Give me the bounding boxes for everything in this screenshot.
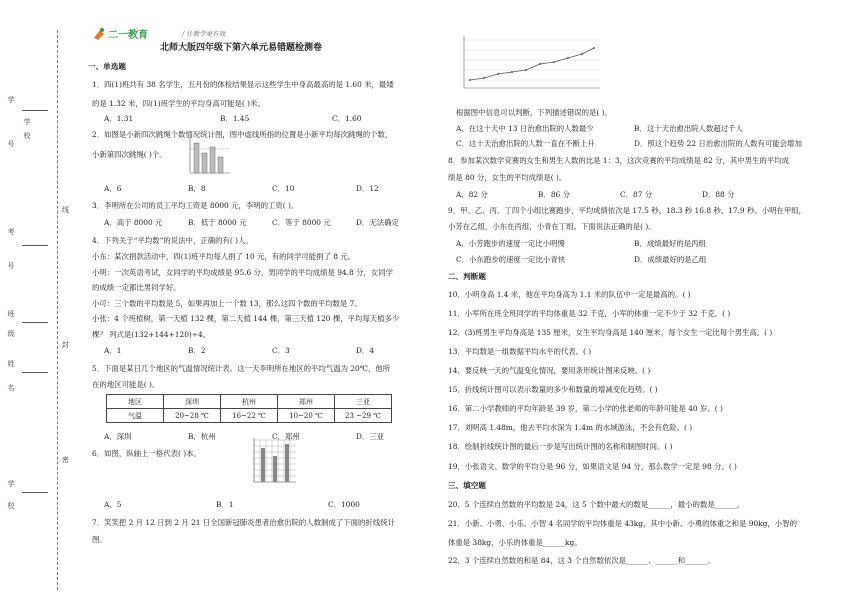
q3-option-d[interactable]: D．无法确定 (356, 218, 399, 227)
table-cell: 地区 (107, 395, 164, 409)
judge-item: 17．刘明高 1.48m，他去平均水深为 1.4m 的水域游泳，不会有危险。( ) (448, 423, 693, 432)
binding-char-mi: 密 (62, 456, 69, 464)
judge-item: 16．第二小学教师的平均年龄是 39 岁，第二小学的张老师的年龄可能是 40 岁。( ) (448, 404, 723, 413)
q4-option-c[interactable]: C．3 (272, 346, 290, 355)
books-bar-chart (250, 434, 298, 490)
table-cell: 20~28 ℃ (164, 409, 221, 423)
q4-option-b[interactable]: B．2 (188, 346, 206, 355)
logo-text: 二一教育 (108, 30, 148, 41)
q4-option-a[interactable]: A．1 (104, 346, 122, 355)
q6-option-b[interactable]: B．1 (216, 500, 234, 509)
section-true-false: 二、判断题 (448, 272, 486, 281)
table-cell: 气温 (107, 409, 164, 423)
q6-line1: 6．如图，纵轴上一格代表( )本。 (92, 449, 201, 458)
binding-char-xian: 线 (62, 206, 69, 214)
q1-option-b[interactable]: B．1.45 (220, 114, 250, 123)
sidebar-label: 级 (7, 330, 15, 337)
q3-option-c[interactable]: C．等于 8000 元 (272, 218, 331, 227)
q4-option-d[interactable]: D．4 (356, 346, 375, 355)
q9-option-c[interactable]: C．小东跑步的速度一定比小青快 (456, 255, 566, 264)
q1-option-a[interactable]: A．1.31 (104, 114, 134, 123)
judge-item: 14．要反映一天的气温变化情况，要用条形统计图来反映。( ) (448, 366, 651, 375)
q8-line2: 绩是 80 分，女生的平均成绩是( )。 (448, 173, 567, 182)
q5-option-c[interactable]: C．郑州 (272, 432, 300, 441)
q2-option-b[interactable]: B．8 (188, 184, 206, 193)
sidebar-label: 名 (7, 384, 15, 391)
q4-line7: 棵？ 列式是(132+144+120)÷4。 (92, 330, 211, 339)
q9-option-d[interactable]: D．成绩最好的是乙组 (634, 255, 707, 264)
q7-line2: 图。 (92, 535, 107, 544)
sidebar-label: 号 (7, 262, 15, 269)
table-cell: 杭州 (221, 395, 278, 409)
table-cell: 深圳 (164, 395, 221, 409)
q4-line1: 4．下列关于“平均数”的说法中，正确的有( )人。 (92, 236, 253, 245)
sidebar-label: 姓 (7, 360, 15, 367)
q5-line2: 在的地区可能是( )。 (92, 380, 160, 389)
q8-option-a[interactable]: A．82 分 (456, 190, 488, 199)
table-row (107, 409, 392, 423)
sidebar-blank (22, 110, 48, 111)
table-cell: 三亚 (335, 395, 392, 409)
fill-item: 21．小新、小勇、小乐、小智 4 名同学的平均体重是 43kg，其中小新、小勇的体重之和是 90kg，小智的 (448, 519, 797, 528)
q7-question: 根据图中信息可以判断，下列描述错误的是( )。 (456, 108, 612, 117)
judge-item: 13．平均数是一组数据平均水平的代表。( ) (448, 347, 592, 356)
q6-option-a[interactable]: A．5 (104, 500, 122, 509)
sidebar-label: 学 (23, 118, 31, 125)
sidebar-label: 号 (7, 140, 15, 147)
table-cell: 郑州 (278, 395, 335, 409)
q4-line5: 小可：三个数的平均数是 5，如果再加上一个数 13，那么这四个数的平均数是 7。 (92, 299, 362, 308)
judge-item: 10．小明身高 1.4 米，他在平均身高为 1.1 米的队伍中一定是最高的。( ) (448, 290, 691, 299)
q3-line1: 3．李明所在公司的员工平均工资是 8000 元，李明的工资( )。 (92, 201, 299, 210)
fill-item: 20．5 个连续自然数的平均数是 24，这 5 个数中最大的数是______，最小的数是______。 (448, 500, 745, 509)
sidebar-label: 校 (7, 502, 15, 509)
q8-option-b[interactable]: B．86 分 (538, 190, 570, 199)
sidebar-blank (22, 322, 48, 323)
judge-item: 15．折线统计图可以表示数量的多少和数量的增减变化趋势。( ) (448, 385, 658, 394)
q4-line6: 小张：4 个班植树，第一天植 132 棵，第二天植 144 棵，第三天植 120 棵，平均每天植多少 (92, 314, 400, 323)
q5-line1: 5．下面是某日几个地区的气温情况统计表。这一天李明所在地区的平均气温为 20℃，他所 (92, 364, 391, 373)
q9-option-a[interactable]: A．小芳跑步的速度一定比小明慢 (456, 239, 565, 248)
table-cell: 16~22 ℃ (221, 409, 278, 423)
logo-icon (92, 26, 172, 42)
q7-option-a[interactable]: A．在这十天中 13 日治愈出院的人数最少 (456, 124, 594, 133)
sidebar-blank (22, 245, 48, 246)
q2-line2: 小新第四次跳绳( )个。 (92, 150, 167, 159)
table-header-row (107, 395, 392, 409)
sidebar-label: 学 (7, 96, 15, 103)
sidebar-blank (22, 372, 48, 373)
temperature-table (106, 394, 392, 423)
q2-option-d[interactable]: D．12 (356, 184, 379, 193)
table-cell: 23 ~29 ℃ (335, 409, 392, 423)
q6-option-c[interactable]: C．1000 (328, 500, 360, 509)
judge-item: 19．小张语文、数学的平均分是 96 分，如果语文是 94 分，那么数学一定是 98 分。( ) (448, 462, 737, 471)
q9-option-b[interactable]: B．成绩最好的是丙组 (634, 239, 706, 248)
cut-line (57, 30, 58, 590)
section-single-choice: 一、单选题 (88, 62, 126, 71)
q8-option-d[interactable]: D．88 分 (702, 190, 735, 199)
sidebar-label: 班 (7, 310, 15, 317)
q4-line3: 小明：一次英语考试，女同学的平均成绩是 95.6 分，男同学的平均成绩是 94.8 分，女同学 (92, 268, 393, 277)
binding-char-feng: 封 (62, 341, 69, 349)
q8-line1: 8．参加某次数学竞赛的女生和男生人数的比是 1：3，这次竞赛的平均成绩是 82 分，其中男生的平均成 (448, 156, 789, 165)
table-cell: 10~20 ℃ (278, 409, 335, 423)
q4-line2: 小东：某次捐款活动中，四(1)班平均每人捐了 10 元，有的同学可能捐了 8 元。 (92, 252, 356, 261)
judge-item: 12．(3)班男生平均身高是 135 厘米，女生平均身高是 140 厘米，每个女生一定比每个男生高。( ) (448, 328, 773, 337)
page-title: 北师大版四年级下第六单元易错题检测卷 (160, 43, 323, 53)
sidebar-label: 考 (7, 228, 15, 235)
judge-item: 11．小军所在班全班同学的平均体重是 32 千克，小军的体重一定不少于 32 千克。( ) (448, 309, 731, 318)
q9-line2: 小芳在乙组，小东在丙组，小青在丁组。下面说法正确的是( )。 (448, 222, 656, 231)
q3-option-b[interactable]: B．低于 8000 元 (188, 218, 247, 227)
q7-option-c[interactable]: C．这十天治愈出院的人数一直在不断上升 (456, 139, 595, 148)
q2-option-c[interactable]: C．10 (272, 184, 295, 193)
q7-option-b[interactable]: B．这十天治愈出院人数超过千人 (634, 124, 743, 133)
sidebar-label: 校 (23, 132, 31, 139)
q2-option-a[interactable]: A．6 (104, 184, 122, 193)
section-fill-blank: 三、填空题 (448, 481, 486, 490)
q1-line2: 的是 1.32 米，四(1)班学生的平均身高可能是( )米。 (92, 99, 265, 108)
recovery-line-chart (454, 32, 604, 96)
q1-option-c[interactable]: C．1.60 (332, 114, 362, 123)
binding-sidebar (0, 0, 70, 608)
jump-rope-bar-chart (186, 135, 232, 177)
q2-line1: 2．如图是小新四次跳绳个数情况统计图，图中虚线所指的位置是小新平均每次跳绳的个数， (92, 130, 393, 139)
sidebar-blank (22, 492, 48, 493)
q8-option-c[interactable]: C．87 分 (620, 190, 653, 199)
fill-item: 体重是 38kg，小乐的体重是______kg。 (448, 538, 582, 547)
q5-option-d[interactable]: D．三亚 (356, 432, 385, 441)
fill-item: 22．3 个连续自然数的和是 84，这 3 个自然数依次是______、______和______。 (448, 556, 715, 565)
q9-line1: 9．甲、乙、丙、丁四个小组比赛跑步，平均成绩依次是 17.5 秒、18.3 秒 16.8 秒、17.9 秒。小明在甲组， (448, 206, 807, 215)
slogan: / 让教学更有效 (182, 30, 226, 38)
sidebar-label: 学 (7, 480, 15, 487)
q1-line1: 1．四(1)班共有 38 名学生，五月份的体检结果显示这些学生中身高最高的是 1.60 米，最矮 (92, 80, 394, 89)
q3-option-a[interactable]: A．高于 8000 元 (104, 218, 163, 227)
judge-item: 18．绘制折线统计图的最后一步是写出统计图的名称和制图时间。( ) (448, 442, 673, 451)
q7-option-d[interactable]: D．照这个趋势 22 日治愈出院的人数有可能会增加 (634, 139, 802, 148)
q4-line4: 的成绩一定都比男同学好。 (92, 283, 181, 292)
q5-option-a[interactable]: A．深圳 (104, 432, 132, 441)
q5-option-b[interactable]: B．杭州 (188, 432, 216, 441)
q7-line1: 7．笑笑把 2 月 12 日到 2 月 21 日全国新冠肺炎患者治愈出院的人数制成了下面的折线统计 (92, 518, 395, 527)
